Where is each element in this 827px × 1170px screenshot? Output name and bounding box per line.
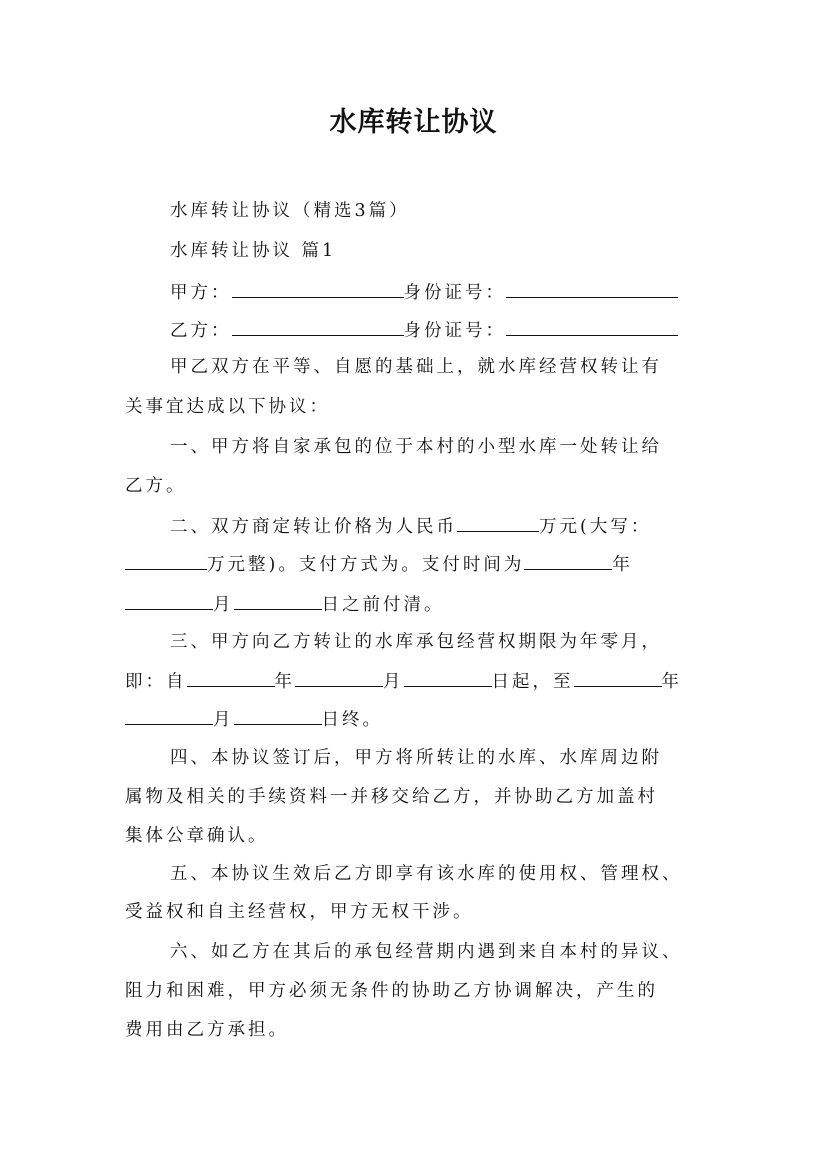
start-day-blank xyxy=(404,668,492,687)
end-day-blank xyxy=(234,706,322,725)
clause-6-line: 费用由乙方承担。 xyxy=(125,1020,289,1040)
clause-4-line: 四、本协议签订后，甲方将所转让的水库、水库周边附 xyxy=(170,748,662,768)
clause-4-line: 属物及相关的手续资料一并移交给乙方，并协助乙方加盖村 xyxy=(125,787,658,807)
party-b-name-blank xyxy=(232,317,404,336)
document-title: 水库转让协议 xyxy=(329,107,498,138)
end-month-blank xyxy=(125,706,213,725)
clause-5-line: 受益权和自主经营权，甲方无权干涉。 xyxy=(125,902,474,922)
clause-5-line: 五、本协议生效后乙方即享有该水库的使用权、管理权、 xyxy=(170,864,683,884)
clause-6-line: 六、如乙方在其后的承包经营期内遇到来自本村的异议、 xyxy=(170,942,683,962)
party-a-name-blank xyxy=(232,279,404,298)
subtitle-line: 水库转让协议（精选3篇） xyxy=(170,201,410,221)
clause-6-line: 阻力和困难，甲方必须无条件的协助乙方协调解决，产生的 xyxy=(125,981,658,1001)
clause-1-line: 一、甲方将自家承包的位于本村的小型水库一处转让给 xyxy=(170,437,662,457)
clause-4-line: 集体公章确认。 xyxy=(125,826,269,846)
party-a-id-blank xyxy=(506,279,678,298)
clause-3-line: 即：自 年 月 日起，至 年 xyxy=(125,668,715,694)
pay-day-blank xyxy=(234,591,322,610)
start-month-blank xyxy=(295,668,383,687)
clause-2-line: 二、双方商定转让价格为人民币 万元(大写： xyxy=(125,513,760,539)
price-blank xyxy=(457,513,539,532)
paragraph-line: 关事宜达成以下协议： xyxy=(125,397,330,417)
start-year-blank xyxy=(187,668,275,687)
clause-3-line: 三、甲方向乙方转让的水库承包经营权期限为年零月， xyxy=(170,632,662,652)
clause-3-line: 月 日终。 xyxy=(125,706,715,732)
party-a-line: 甲方： 身份证号： xyxy=(125,279,760,305)
pay-month-blank xyxy=(125,591,213,610)
clause-2-line: 万元整)。支付方式为。支付时间为 年 xyxy=(125,551,715,577)
party-b-line: 乙方： 身份证号： xyxy=(125,317,760,343)
pay-year-blank xyxy=(524,551,612,570)
clause-1-line: 乙方。 xyxy=(125,476,187,496)
section-heading: 水库转让协议 篇1 xyxy=(170,241,337,261)
paragraph-line: 甲乙双方在平等、自愿的基础上，就水库经营权转让有 xyxy=(170,357,662,377)
price-uppercase-blank xyxy=(125,551,207,570)
clause-2-line: 月 日之前付清。 xyxy=(125,591,715,617)
end-year-blank xyxy=(574,668,662,687)
party-b-id-blank xyxy=(506,317,678,336)
